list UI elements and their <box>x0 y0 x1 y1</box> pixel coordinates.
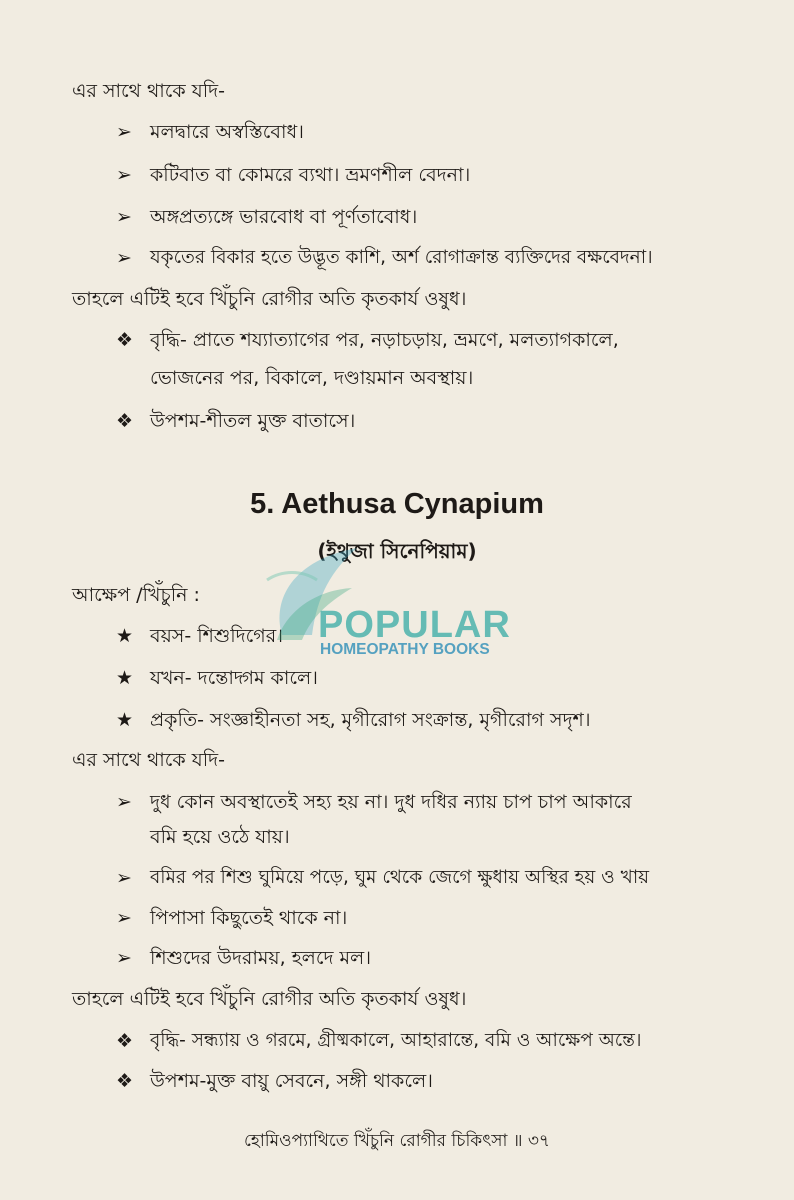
remedy-subtitle: (ইথুজা সিনেপিয়াম) <box>317 539 477 563</box>
arrow-bullet-icon: ➢ <box>116 867 132 889</box>
section1-aggravation-line1: বৃদ্ধি- প্রাতে শয্যাত্যাগের পর, নড়াচড়ায়, ভ্রমণে, মলত্যাগকালে, <box>150 329 619 351</box>
section2-conclusion: তাহলে এটিই হবে খিঁচুনি রোগীর অতি কৃতকার্য ওষুধ। <box>72 988 467 1010</box>
section1-symptom-4: যকৃতের বিকার হতে উদ্ভূত কাশি, অর্শ রোগাক্রান্ত ব্যক্তিদের বক্ষবেদনা। <box>150 247 653 268</box>
section2-symptom-1-line1: দুধ কোন অবস্থাতেই সহ্য হয় না। দুধ দধির ন্যায় চাপ চাপ আকারে <box>150 791 632 813</box>
property-time: যখন- দন্তোদ্গম কালে। <box>150 667 318 689</box>
remedy-title: 5. Aethusa Cynapium <box>250 488 544 520</box>
section1-symptom-2: কটিবাত বা কোমরে ব্যথা। ভ্রমণশীল বেদনা। <box>150 164 471 186</box>
arrow-bullet-icon: ➢ <box>116 907 132 929</box>
section2-intro: এর সাথে থাকে যদি- <box>72 749 225 771</box>
watermark-title: POPULAR <box>318 604 511 646</box>
section1-symptom-1: মলদ্বারে অস্বস্তিবোধ। <box>150 121 304 143</box>
arrow-bullet-icon: ➢ <box>116 947 132 969</box>
star-bullet-icon: ★ <box>116 625 134 647</box>
watermark-subtitle: HOMEOPATHY BOOKS <box>320 641 490 658</box>
star-bullet-icon: ★ <box>116 667 134 689</box>
property-nature: প্রকৃতি- সংজ্ঞাহীনতা সহ, মৃগীরোগ সংক্রান্ত, মৃগীরোগ সদৃশ। <box>150 709 591 731</box>
section1-intro: এর সাথে থাকে যদি- <box>72 80 225 102</box>
arrow-bullet-icon: ➢ <box>116 121 132 143</box>
star-bullet-icon: ★ <box>116 709 134 731</box>
section2-symptom-2: বমির পর শিশু ঘুমিয়ে পড়ে, ঘুম থেকে জেগে ক্ষুধায় অস্থির হয় ও খায় <box>150 867 650 888</box>
page-footer: হোমিওপ্যাথিতে খিঁচুনি রোগীর চিকিৎসা ॥ ৩৭ <box>244 1131 550 1151</box>
section1-aggravation-line2: ভোজনের পর, বিকালে, দণ্ডায়মান অবস্থায়। <box>150 367 474 389</box>
convulsion-heading: আক্ষেপ /খিঁচুনি : <box>72 584 200 606</box>
diamond-bullet-icon: ❖ <box>116 410 134 432</box>
arrow-bullet-icon: ➢ <box>116 791 132 813</box>
arrow-bullet-icon: ➢ <box>116 164 132 186</box>
section2-amelioration: উপশম-মুক্ত বায়ু সেবনে, সঙ্গী থাকলে। <box>150 1070 433 1092</box>
section2-symptom-3: পিপাসা কিছুতেই থাকে না। <box>150 907 348 929</box>
section2-symptom-4: শিশুদের উদরাময়, হলদে মল। <box>150 947 372 969</box>
property-age: বয়স- শিশুদিগের। <box>150 625 283 647</box>
section1-symptom-3: অঙ্গপ্রত্যঙ্গে ভারবোধ বা পূর্ণতাবোধ। <box>150 206 418 228</box>
diamond-bullet-icon: ❖ <box>116 1070 134 1092</box>
diamond-bullet-icon: ❖ <box>116 329 134 351</box>
section2-aggravation: বৃদ্ধি- সন্ধ্যায় ও গরমে, গ্রীষ্মকালে, আহারান্তে, বমি ও আক্ষেপ অন্তে। <box>150 1030 642 1051</box>
section1-conclusion: তাহলে এটিই হবে খিঁচুনি রোগীর অতি কৃতকার্য ওষুধ। <box>72 288 467 310</box>
section1-amelioration: উপশম-শীতল মুক্ত বাতাসে। <box>150 410 356 432</box>
diamond-bullet-icon: ❖ <box>116 1030 134 1052</box>
arrow-bullet-icon: ➢ <box>116 247 132 269</box>
section2-symptom-1-line2: বমি হয়ে ওঠে যায়। <box>150 826 290 848</box>
arrow-bullet-icon: ➢ <box>116 206 132 228</box>
